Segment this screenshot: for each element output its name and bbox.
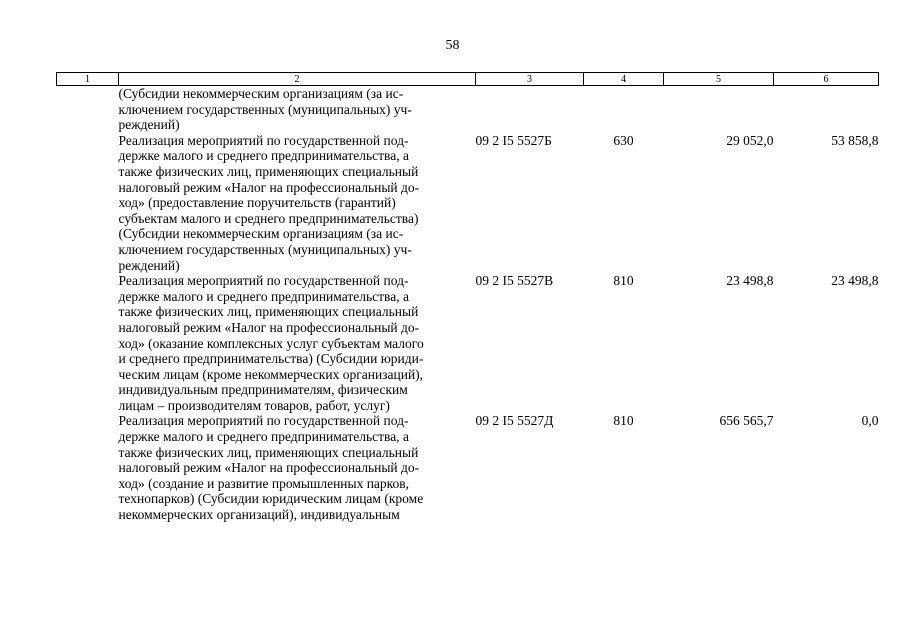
column-number-2: 2 — [119, 73, 476, 86]
expense-type-cell: 810 — [613, 273, 634, 289]
item-name-line: лицам – производителям товаров, работ, услуг) — [118, 397, 390, 413]
item-name-line: ключением государственных (муниципальных) уч- — [118, 241, 412, 257]
column-number-row — [57, 73, 879, 86]
row-number-cell — [57, 86, 119, 133]
amount-year-1-cell: 656 565,7 — [719, 413, 774, 429]
item-name-line: держке малого и среднего предпринимательства, а — [118, 429, 409, 445]
item-name-line: (Субсидии некоммерческим организациям (за ис- — [118, 226, 404, 242]
item-name-line: некоммерческих организаций), индивидуальным — [118, 507, 400, 523]
row-number-cell — [57, 273, 119, 413]
item-name-line: налоговый режим «Налог на профессиональный до- — [118, 460, 420, 476]
item-name-line: также физических лиц, применяющих специальный — [118, 163, 419, 179]
target-code-cell: 09 2 I5 5527Б — [475, 132, 552, 148]
item-name-line: Реализация мероприятий по государственной под- — [118, 273, 409, 289]
item-name-line: реждений) — [118, 257, 180, 273]
item-name-line: держке малого и среднего предпринимательства, а — [118, 288, 409, 304]
amount-year-1-cell: 29 052,0 — [726, 132, 774, 148]
page-number: 58 — [445, 38, 460, 53]
column-number-4: 4 — [584, 73, 664, 86]
item-name-line: ключением государственных (муниципальных) уч- — [118, 101, 412, 117]
item-name-cell — [119, 273, 476, 413]
item-name-line: ход» (предоставление поручительств (гарантий) — [118, 195, 396, 211]
row-number-cell — [57, 413, 119, 522]
column-number-3: 3 — [476, 73, 584, 86]
item-name-line: налоговый режим «Налог на профессиональный до- — [118, 319, 420, 335]
column-number-6: 6 — [774, 73, 879, 86]
item-name-cell — [119, 86, 476, 133]
table-row — [57, 273, 879, 413]
target-code-cell: 09 2 I5 5527В — [475, 273, 554, 289]
item-name-line: ход» (создание и развитие промышленных парков, — [118, 475, 410, 491]
target-code-cell — [476, 86, 584, 133]
amount-year-1-cell — [664, 86, 774, 133]
table-row — [57, 413, 879, 522]
item-name-line: Реализация мероприятий по государственной под- — [118, 413, 409, 429]
item-name-line: также физических лиц, применяющих специальный — [118, 444, 419, 460]
expense-type-cell: 810 — [613, 413, 634, 429]
item-name-line: субъектам малого и среднего предпринимательства) — [118, 210, 419, 226]
amount-year-2-cell: 0,0 — [861, 413, 879, 429]
item-name-line: также физических лиц, применяющих специальный — [118, 304, 419, 320]
item-name-line: индивидуальным предпринимателям, физическим — [118, 382, 408, 398]
amount-year-2-cell — [774, 86, 879, 133]
column-number-1: 1 — [57, 73, 119, 86]
item-name-line: технопарков) (Субсидии юридическим лицам (кроме — [118, 491, 424, 507]
item-name-line: реждений) — [118, 117, 180, 133]
item-name-cell — [119, 413, 476, 522]
item-name-line: (Субсидии некоммерческим организациям (за ис- — [118, 86, 404, 101]
column-number-5: 5 — [664, 73, 774, 86]
item-name-line: держке малого и среднего предпринимательства, а — [118, 148, 409, 164]
item-name-line: ход» (оказание комплексных услуг субъектам малого — [118, 335, 424, 351]
amount-year-2-cell: 23 498,8 — [831, 273, 879, 289]
item-name-line: Реализация мероприятий по государственной под- — [118, 132, 409, 148]
item-name-line: ческим лицам (кроме некоммерческих организаций), — [118, 366, 424, 382]
expense-type-cell — [584, 86, 664, 133]
item-name-cell — [119, 133, 476, 273]
table-body — [57, 86, 879, 523]
target-code-cell: 09 2 I5 5527Д — [475, 413, 554, 429]
table-row — [57, 86, 879, 133]
amount-year-1-cell: 23 498,8 — [726, 273, 774, 289]
amount-year-2-cell: 53 858,8 — [831, 132, 879, 148]
item-name-line: налоговый режим «Налог на профессиональный до- — [118, 179, 420, 195]
table-row — [57, 133, 879, 273]
row-number-cell — [57, 133, 119, 273]
budget-table — [56, 72, 879, 523]
item-name-line: и среднего предпринимательства) (Субсидии юриди- — [118, 351, 424, 367]
expense-type-cell: 630 — [613, 132, 634, 148]
